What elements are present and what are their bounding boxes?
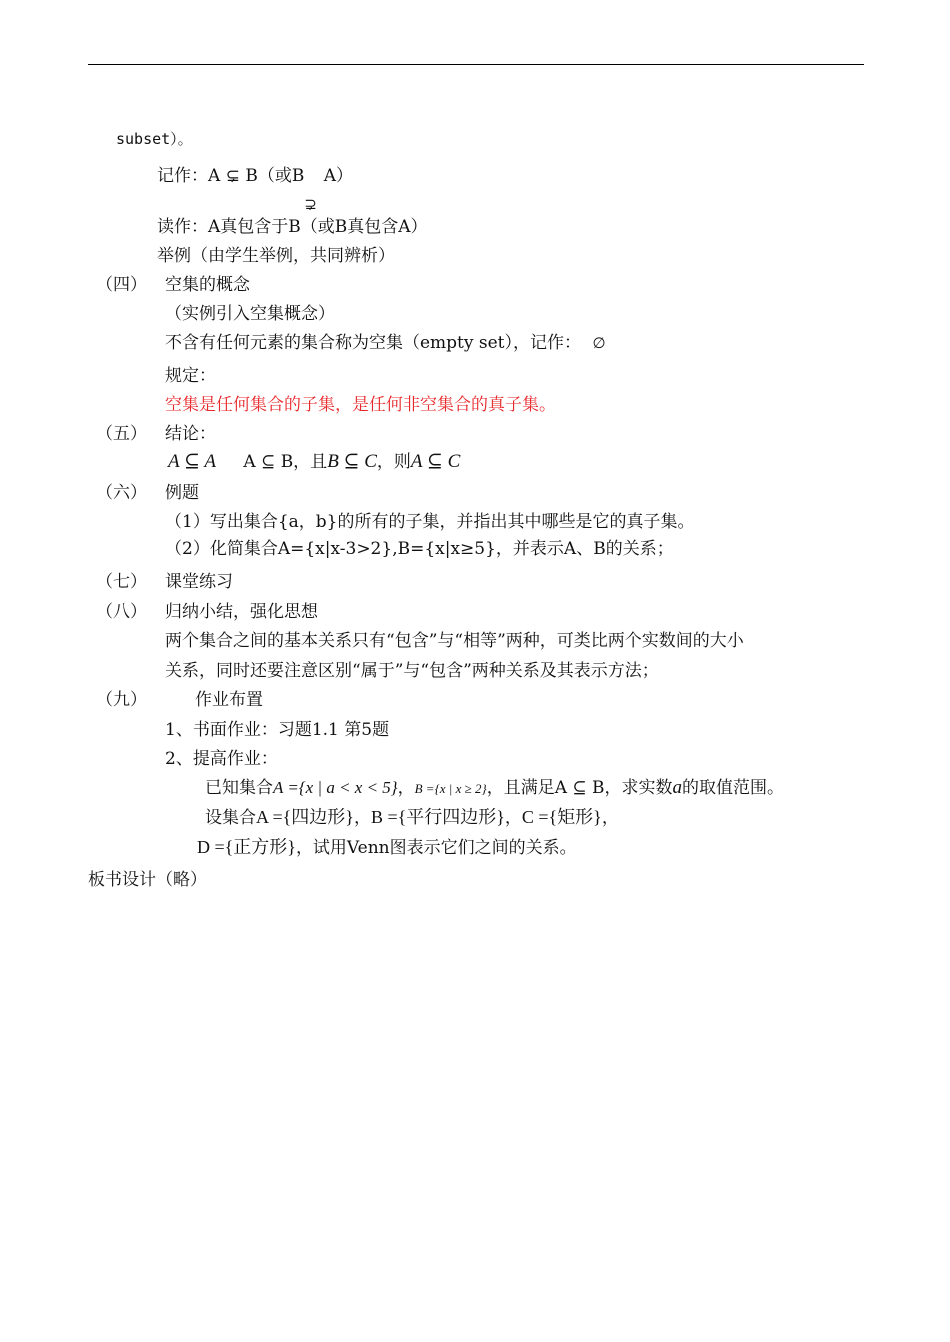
section-number: （六） xyxy=(96,483,147,503)
notation-suffix: A） xyxy=(318,166,354,186)
problem-2-continued xyxy=(197,836,577,859)
proper-subset-symbol: ⊊ xyxy=(225,166,240,186)
separator: ， xyxy=(601,808,619,828)
summary-line-2: 关系，同时还要注意区别“属于”与“包含”两种关系及其表示方法； xyxy=(165,661,659,681)
formula-part: ，则 xyxy=(376,452,411,472)
example-1: （1）写出集合{a，b}的所有的子集，并指出其中哪些是它的真子集。 xyxy=(165,512,695,532)
section-title: 归纳小结，强化思想 xyxy=(165,602,318,622)
homework-1: 1、书面作业：习题1.1 第5题 xyxy=(165,720,390,740)
empty-set-definition xyxy=(165,332,606,354)
notation-middle: B（或B xyxy=(239,166,305,186)
section-number: （四） xyxy=(96,275,147,295)
set-a-quadrilateral: A ={四边形} xyxy=(256,807,354,827)
definition-text: 不含有任何元素的集合称为空集（empty set），记作： xyxy=(165,333,582,353)
problem-1 xyxy=(205,777,784,800)
reading-line: 读作：A真包含于B（或B真包含A） xyxy=(157,217,428,237)
formula-part: B ⊆ C xyxy=(327,451,377,472)
empty-set-intro: （实例引入空集概念） xyxy=(165,304,335,324)
section-number: （八） xyxy=(96,602,147,622)
subset-continuation: subset）。 xyxy=(116,130,193,148)
formula-part: A ⊆ B，且 xyxy=(243,452,328,472)
example-2: （2）化简集合A={x|x-3>2},B={x|x≥5}，并表示A、B的关系； xyxy=(165,539,674,559)
variable-a: a xyxy=(672,777,683,798)
problem-text: ，试用Venn图表示它们之间的关系。 xyxy=(295,838,577,858)
notation-prefix: 记作：A xyxy=(157,166,226,186)
summary-line-1: 两个集合之间的基本关系只有“包含”与“相等”两种，可类比两个实数间的大小 xyxy=(165,631,744,651)
problem-text: 的取值范围。 xyxy=(682,778,785,798)
notation-line xyxy=(157,165,354,213)
board-design-note: 板书设计（略） xyxy=(88,870,207,890)
section-title: 空集的概念 xyxy=(165,275,250,295)
formula-transitive: A ⊆ C xyxy=(410,451,461,472)
section-title: 例题 xyxy=(165,483,199,503)
problem-text: ，且满足A ⊆ B，求实数 xyxy=(486,778,673,798)
problem-2 xyxy=(205,806,619,829)
section-title: 作业布置 xyxy=(195,690,263,710)
separator: ， xyxy=(504,808,522,828)
empty-set-rule: 空集是任何集合的子集，是任何非空集合的真子集。 xyxy=(165,395,556,415)
problem-text: 设集合 xyxy=(205,808,256,828)
section-number: （五） xyxy=(96,424,147,444)
set-c-rectangle: C ={矩形} xyxy=(521,807,602,827)
conclusion-formula xyxy=(168,451,460,473)
set-a-definition: A ={x | a < x < 5} xyxy=(273,778,398,797)
empty-set-symbol: ∅ xyxy=(592,334,606,352)
set-b-parallelogram: B ={平行四边形} xyxy=(370,807,505,827)
proper-superset-symbol: ⊋ xyxy=(304,195,317,213)
section-number: （七） xyxy=(96,572,147,592)
separator: ， xyxy=(397,778,415,798)
set-b-definition: B ={x | x ≥ 2} xyxy=(414,781,487,796)
rule-label: 规定： xyxy=(165,366,216,386)
section-title: 结论： xyxy=(165,424,216,444)
problem-text: 已知集合 xyxy=(205,778,273,798)
set-d-square: D ={正方形} xyxy=(197,837,296,857)
example-note: 举例（由学生举例，共同辨析） xyxy=(157,246,395,266)
section-number: （九） xyxy=(96,690,147,710)
homework-2: 2、提高作业： xyxy=(165,749,278,769)
header-rule xyxy=(88,64,864,65)
section-title: 课堂练习 xyxy=(165,572,233,592)
separator: ， xyxy=(353,808,371,828)
formula-reflexive: A ⊆ A xyxy=(168,451,216,472)
